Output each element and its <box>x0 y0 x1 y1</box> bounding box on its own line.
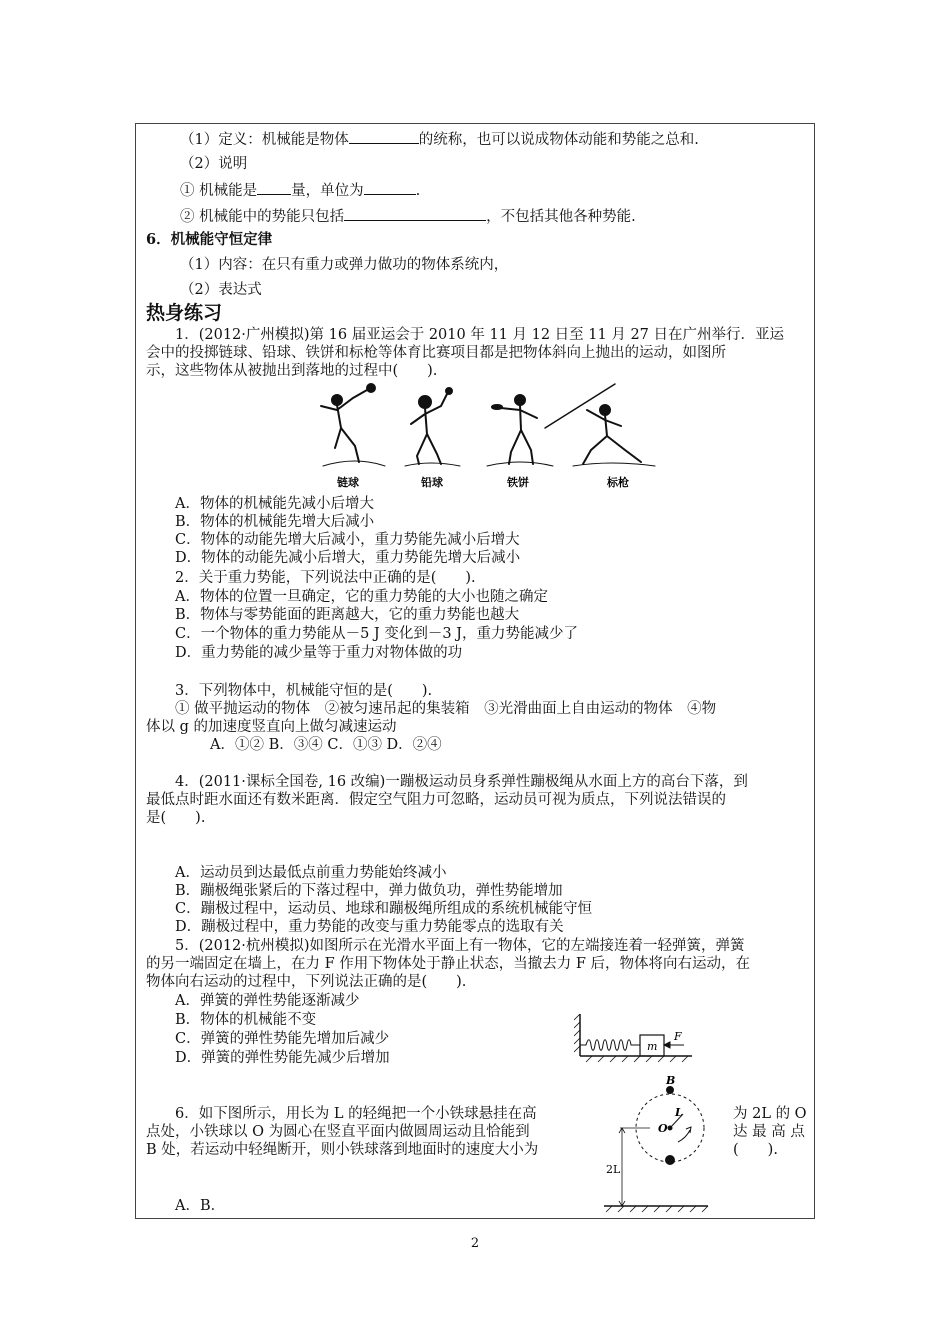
figure-label-hammer: 链球 <box>337 476 359 489</box>
q1-option-d: D．物体的动能先减小后增大，重力势能先增大后减小 <box>175 550 521 566</box>
spring-icon <box>580 1040 640 1051</box>
q1-option-a: A．物体的机械能先减小后增大 <box>175 496 374 512</box>
note-title: （2）说明 <box>180 156 248 172</box>
q5-option-d: D．弹簧的弹性势能先减少后增加 <box>175 1050 390 1066</box>
q4-line-3: 是( ). <box>146 810 206 826</box>
q2-option-b: B．物体与零势能面的距离越大，它的重力势能也越大 <box>175 607 520 623</box>
q1-option-c: C．物体的动能先增大后减小，重力势能先减小后增大 <box>175 532 520 548</box>
section6-title: 6．机械能守恒定律 <box>146 231 273 248</box>
answer-blank <box>344 206 486 221</box>
point-b-icon <box>667 1087 674 1094</box>
q2-option-c: C．一个物体的重力势能从－5 J 变化到－3 J，重力势能减少了 <box>175 626 578 642</box>
q6-right-1: 为 2L 的 O <box>733 1106 807 1122</box>
javelin-thrower-icon <box>545 384 655 466</box>
mass-label: m <box>647 1040 658 1053</box>
q5-line-2: 的另一端固定在墙上，在力 F 作用下物体处于静止状态，当撤去力 F 后，物体将向右运动，在 <box>146 956 751 972</box>
pendulum-figure <box>598 1070 722 1216</box>
q3-options: A．①② B．③④ C．①③ D．②④ <box>210 737 442 753</box>
q3-stem: 3．下列物体中，机械能守恒的是( ). <box>175 683 433 699</box>
answer-blank <box>349 129 419 144</box>
q1-line-2: 会中的投掷链球、铅球、铁饼和标枪等体育比赛项目都是把物体斜向上抛出的运动，如图所 <box>146 345 726 361</box>
spring-block-figure <box>574 1012 694 1064</box>
discus-thrower-icon <box>487 395 553 466</box>
iron-ball-icon <box>666 1156 675 1165</box>
warmup-title: 热身练习 <box>146 302 223 324</box>
throwing-sports-figure <box>315 380 665 492</box>
hammer-thrower-icon <box>321 384 385 466</box>
q4-line-2: 最低点时距水面还有数米距离．假定空气阻力可忽略，运动员可视为质点，下列说法错误的 <box>146 792 726 808</box>
definition-line: （1）定义：机械能是物体 的统称，也可以说成物体动能和势能之总和. <box>180 129 699 149</box>
page-number: 2 <box>470 1236 480 1251</box>
label-l: L <box>675 1106 683 1119</box>
q1-line-3: 示，这些物体从被抛出到落地的过程中( ). <box>146 363 438 379</box>
q3-items-2: 体以 g 的加速度竖直向上做匀减速运动 <box>146 719 397 735</box>
section6-expression: （2）表达式 <box>180 282 262 298</box>
q5-line-3: 物体向右运动的过程中，下列说法正确的是( ). <box>146 974 467 990</box>
force-arrow-icon <box>664 1042 670 1048</box>
label-b: B <box>666 1074 676 1087</box>
label-o: O <box>658 1122 668 1135</box>
q6-line-2: 点处，小铁球以 O 为圆心在竖直平面内做圆周运动且恰能到 <box>146 1124 530 1140</box>
q6-right-3: ( ). <box>733 1142 778 1158</box>
q3-items-1: ① 做平抛运动的物体 ②被匀速吊起的集装箱 ③光滑曲面上自由运动的物体 ④物 <box>175 701 717 717</box>
answer-blank <box>257 180 291 195</box>
q4-line-1: 4．(2011·课标全国卷, 16 改编)一蹦极运动员身系弹性蹦极绳从水面上方的高台下落，到 <box>175 774 748 790</box>
q4-option-b: B．蹦极绳张紧后的下落过程中，弹力做负功，弹性势能增加 <box>175 883 563 899</box>
q4-option-c: C．蹦极过程中，运动员、地球和蹦极绳所组成的系统机械能守恒 <box>175 901 593 917</box>
figure-label-javelin: 标枪 <box>607 476 629 489</box>
q4-option-a: A．运动员到达最低点前重力势能始终减小 <box>175 865 447 881</box>
q6-line-1: 6．如下图所示，用长为 L 的轻绳把一个小铁球悬挂在高 <box>175 1106 537 1122</box>
q5-option-c: C．弹簧的弹性势能先增加后减少 <box>175 1031 390 1047</box>
figure-label-shot: 铅球 <box>421 476 443 489</box>
label-2l: 2L <box>606 1163 621 1176</box>
q5-line-1: 5．(2012·杭州模拟)如图所示在光滑水平面上有一物体，它的左端接连着一轻弹簧，弹簧 <box>175 938 745 954</box>
q6-right-2: 达 最 高 点 <box>733 1124 805 1140</box>
figure-label-discus: 铁饼 <box>507 476 529 489</box>
force-label: F <box>674 1030 682 1043</box>
shot-putter-icon <box>405 388 460 466</box>
q6-line-3: B 处，若运动中轻绳断开，则小铁球落到地面时的速度大小为 <box>146 1142 539 1158</box>
q1-line-1: 1．(2012·广州模拟)第 16 届亚运会于 2010 年 11 月 12 日至 11 月 27 日在广州举行．亚运 <box>175 327 785 343</box>
q4-option-d: D．蹦极过程中，重力势能的改变与重力势能零点的选取有关 <box>175 919 564 935</box>
answer-blank <box>364 180 416 195</box>
q1-option-b: B．物体的机械能先增大后减小 <box>175 514 375 530</box>
q2-stem: 2．关于重力势能，下列说法中正确的是( ). <box>175 570 476 586</box>
q5-option-b: B．物体的机械能不变 <box>175 1012 317 1028</box>
q6-options: A．B． <box>175 1198 226 1214</box>
q2-option-a: A．物体的位置一旦确定，它的重力势能的大小也随之确定 <box>175 589 548 605</box>
q5-option-a: A．弹簧的弹性势能逐渐减少 <box>175 993 360 1009</box>
note-1: ① 机械能是 量，单位为 . <box>180 180 420 200</box>
q2-option-d: D．重力势能的减少量等于重力对物体做的功 <box>175 645 463 661</box>
section6-content: （1）内容：在只有重力或弹力做功的物体系统内， <box>180 257 509 273</box>
note-2: ② 机械能中的势能只包括 ，不包括其他各种势能. <box>180 206 636 226</box>
